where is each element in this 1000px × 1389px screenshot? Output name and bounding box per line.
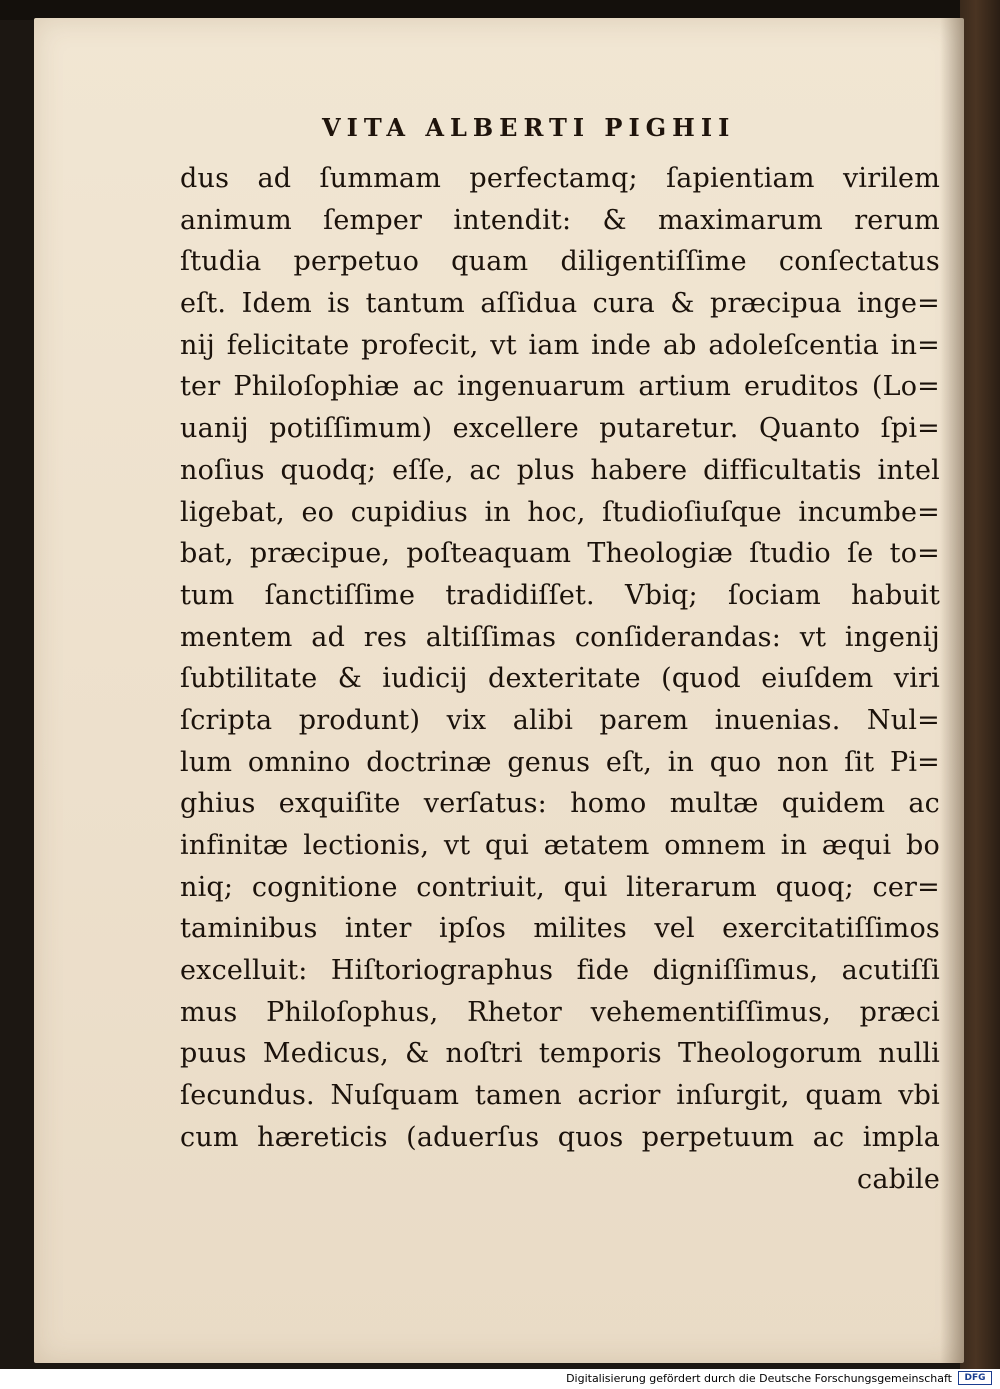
dfg-logo bbox=[958, 1371, 992, 1385]
text-line: ſcripta produnt) vix alibi parem inuenias. Nul= bbox=[180, 704, 940, 736]
scan-background-top bbox=[0, 0, 1000, 20]
text-line: lum omnino doctrinæ genus eſt, in quo non ſit Pi= bbox=[180, 746, 940, 778]
text-line: mentem ad res altiſſimas conſiderandas: vt ingenij bbox=[180, 621, 940, 653]
text-line: puus Medicus, & noſtri temporis Theologorum nulli bbox=[180, 1038, 940, 1070]
text-line: animum ſemper intendit: & maximarum rerum bbox=[180, 204, 940, 236]
text-line: taminibus inter ipſos milites vel exercitatiſſimos bbox=[180, 913, 940, 945]
text-line: tum ſanctiſſime tradidiſſet. Vbiq; ſociam habuit bbox=[180, 579, 940, 611]
text-line: cum hæreticis (aduerſus quos perpetuum ac impla bbox=[180, 1121, 940, 1153]
text-line: ghius exquiſite verſatus: homo multæ quidem ac bbox=[180, 788, 940, 820]
text-line: bat, præcipue, poſteaquam Theologiæ ſtudio ſe to= bbox=[180, 538, 940, 570]
funding-credit: Digitalisierung gefördert durch die Deutsche Forschungsgemeinschaft bbox=[566, 1372, 952, 1385]
text-line: infinitæ lectionis, vt qui ætatem omnem in æqui bo bbox=[180, 830, 940, 861]
body-text bbox=[180, 158, 940, 1200]
book-binding-edge bbox=[960, 0, 1000, 1389]
text-line: ſecundus. Nuſquam tamen acrior inſurgit, quam vbi bbox=[180, 1080, 940, 1112]
text-line: dus ad ſummam perfectamq; ſapientiam virilem bbox=[180, 163, 940, 194]
text-line: excelluit: Hiſtoriographus fide digniſſimus, acutiſſi bbox=[180, 955, 940, 987]
text-line: ligebat, eo cupidius in hoc, ſtudioſiuſque incumbe= bbox=[180, 496, 940, 528]
text-line: niq; cognitione contriuit, qui literarum quoq; cer= bbox=[180, 871, 940, 903]
text-line: eſt. Idem is tantum aſſidua cura & præcipua inge= bbox=[180, 288, 940, 320]
catchword: cabile bbox=[857, 1163, 940, 1195]
text-line: nij felicitate profecit, vt iam inde ab adoleſcentia in= bbox=[180, 329, 940, 361]
text-line: ter Philoſophiæ ac ingenuarum artium eruditos (Lo= bbox=[180, 371, 940, 403]
text-line: ſubtilitate & iudicij dexteritate (quod eiuſdem viri bbox=[180, 663, 940, 695]
dfg-logo-text: DFG bbox=[964, 1373, 986, 1383]
page-edge-shadow bbox=[940, 18, 964, 1363]
text-line: noſius quodq; eſſe, ac plus habere difficultatis intel bbox=[180, 454, 940, 486]
text-line: mus Philoſophus, Rhetor vehementiſſimus, præci bbox=[180, 996, 940, 1028]
running-head: VITA ALBERTI PIGHII bbox=[322, 113, 736, 142]
text-line: ſtudia perpetuo quam diligentiſſime conſectatus bbox=[180, 246, 940, 278]
text-line: uanij potiſſimum) excellere putaretur. Quanto ſpi= bbox=[180, 413, 940, 445]
